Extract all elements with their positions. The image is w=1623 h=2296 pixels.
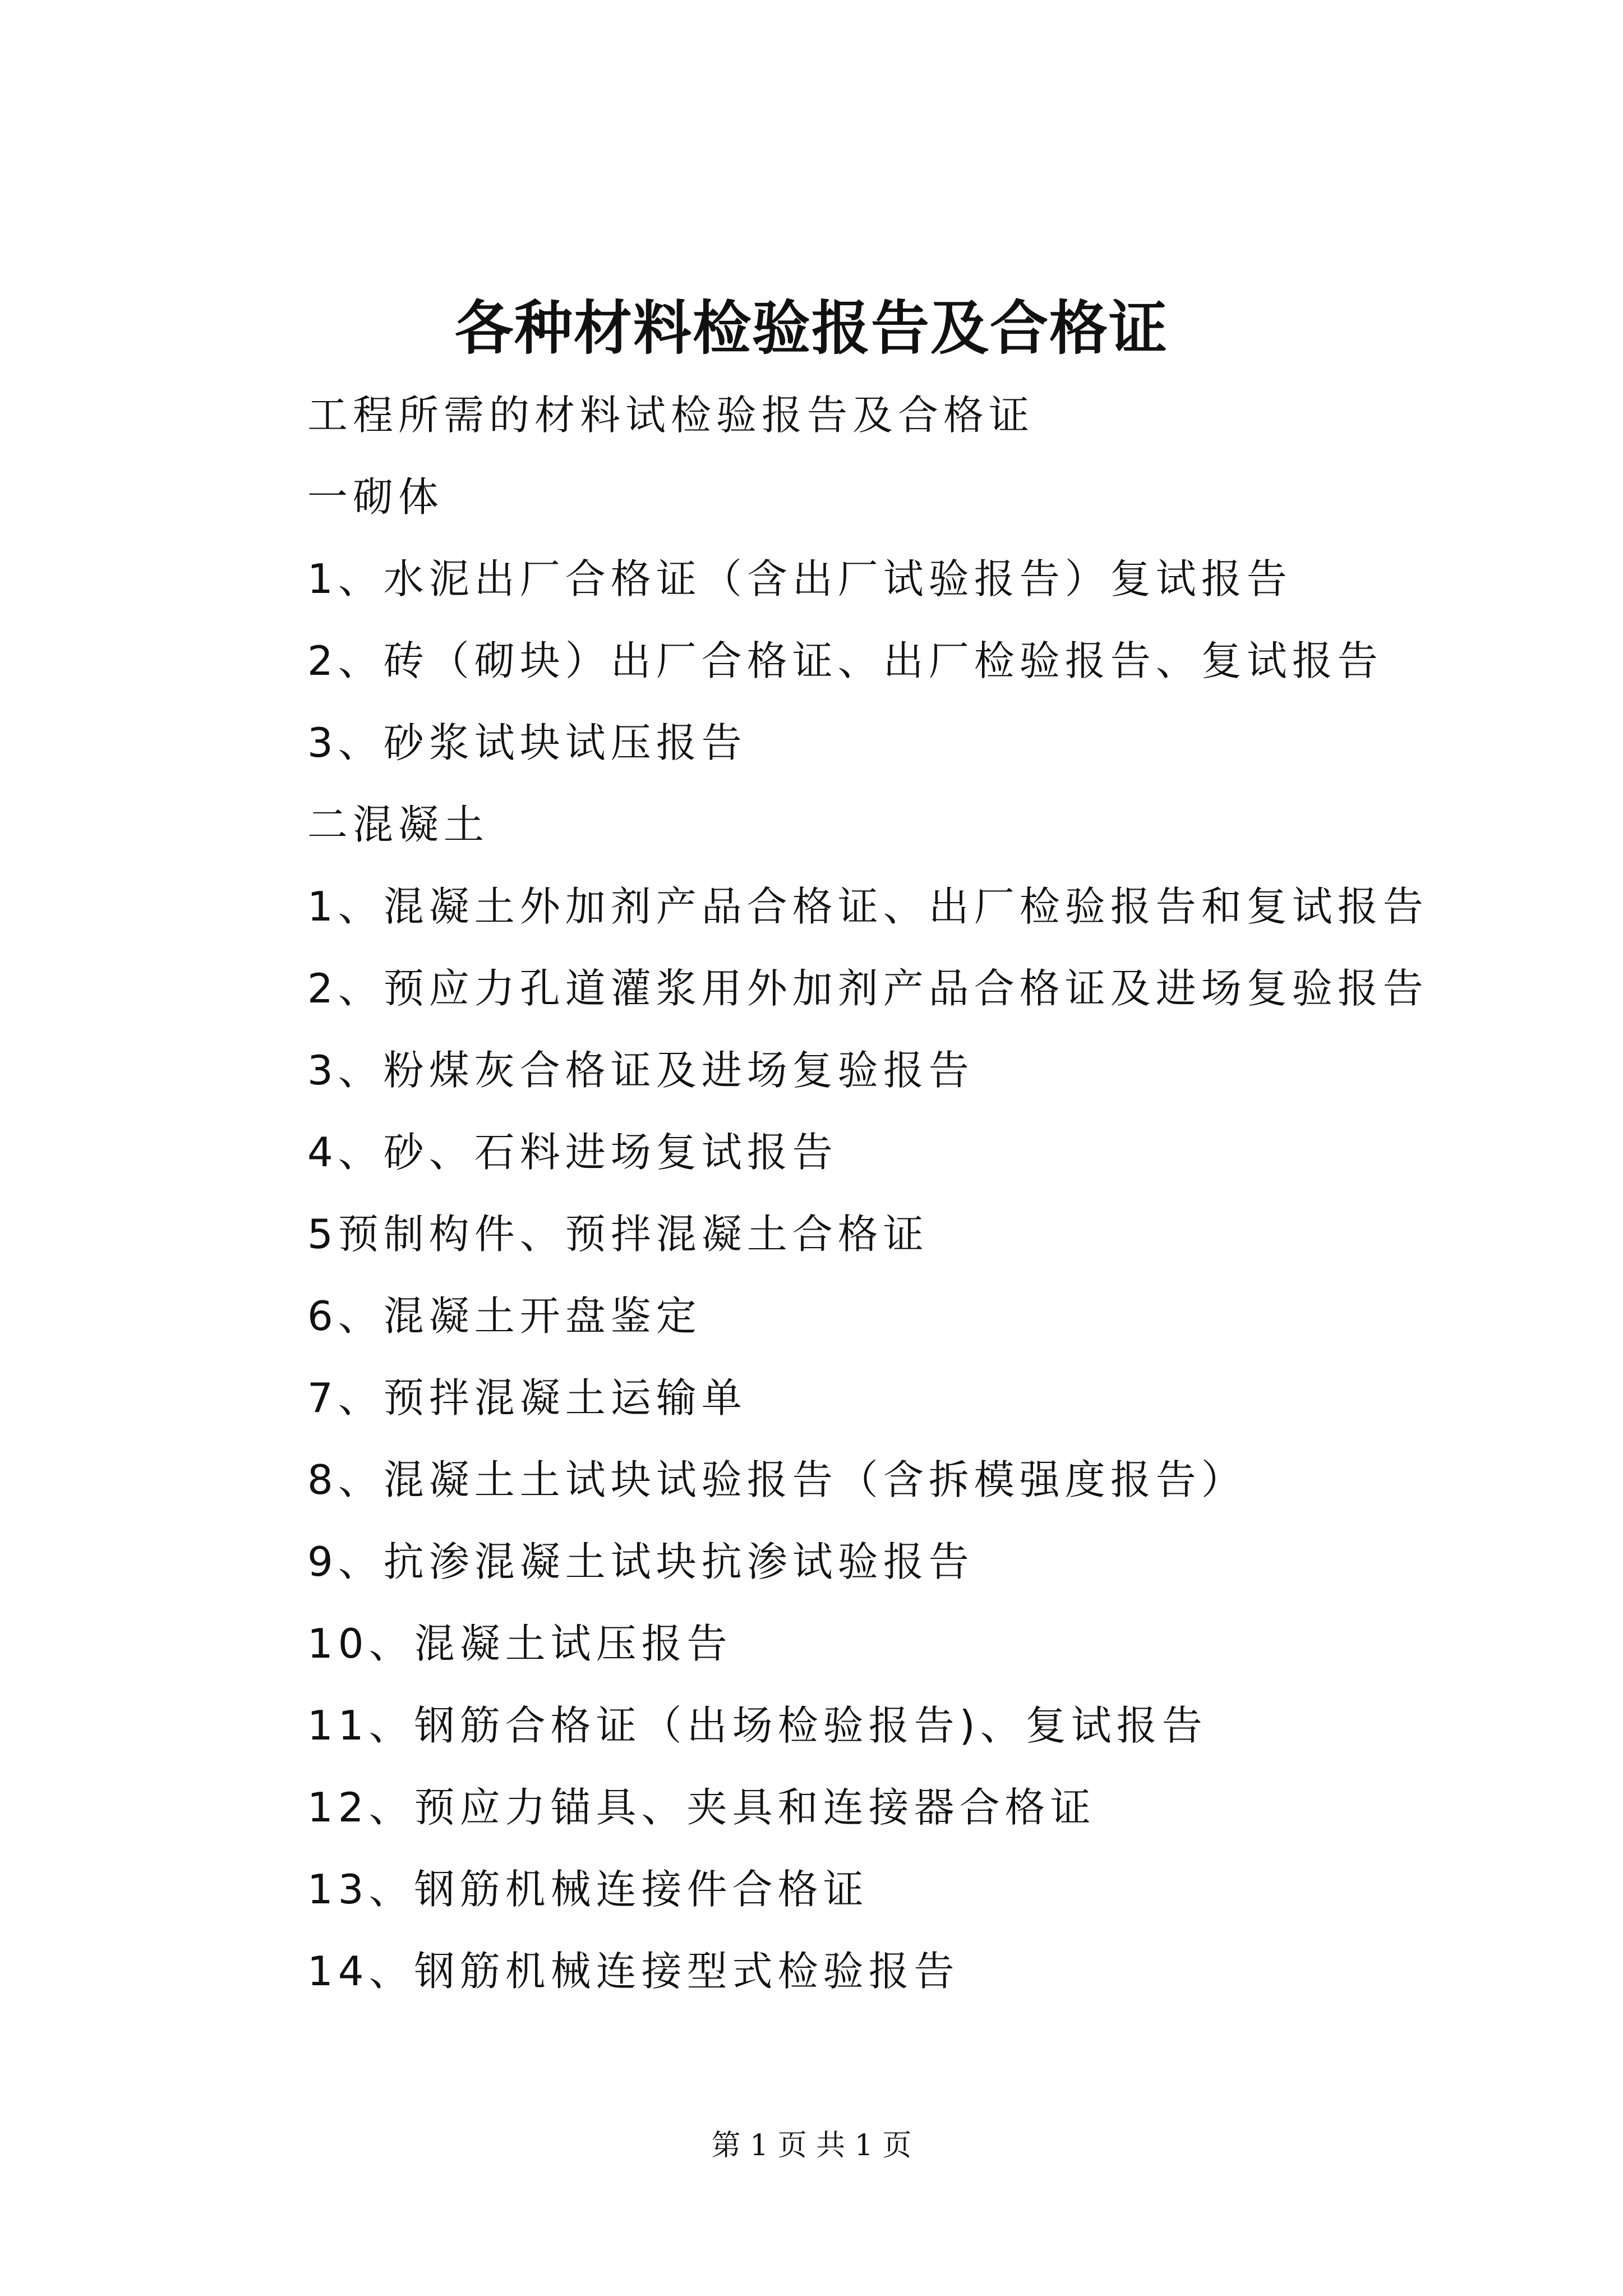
list-item: 2、砖（砌块）出厂合格证、出厂检验报告、复试报告	[307, 637, 1383, 684]
list-item: 10、混凝土试压报告	[307, 1620, 732, 1667]
list-item: 14、钢筋机械连接型式检验报告	[307, 1948, 960, 1995]
list-item: 12、预应力锚具、夹具和连接器合格证	[307, 1784, 1096, 1831]
list-item: 9、抗渗混凝土试块抗渗试验报告	[307, 1538, 974, 1585]
list-item: 4、砂、石料进场复试报告	[307, 1129, 838, 1176]
list-item: 6、混凝土开盘鉴定	[307, 1292, 702, 1340]
section-heading: 一砌体	[307, 473, 444, 521]
list-item: 1、水泥出厂合格证（含出厂试验报告）复试报告	[307, 555, 1292, 602]
list-item: 5预制构件、预拌混凝土合格证	[307, 1211, 929, 1258]
list-item: 8、混凝土土试块试验报告（含拆模强度报告）	[307, 1456, 1247, 1503]
list-item: 2、预应力孔道灌浆用外加剂产品合格证及进场复验报告	[307, 965, 1428, 1012]
list-item: 1、混凝土外加剂产品合格证、出厂检验报告和复试报告	[307, 883, 1428, 930]
intro-line: 工程所需的材料试检验报告及合格证	[307, 392, 1035, 439]
list-item: 7、预拌混凝土运输单	[307, 1374, 747, 1421]
document-title: 各种材料检验报告及合格证	[454, 293, 1168, 362]
list-item: 11、钢筋合格证（出场检验报告)、复试报告	[307, 1702, 1207, 1749]
list-item: 13、钢筋机械连接件合格证	[307, 1866, 869, 1913]
section-heading: 二混凝土	[307, 801, 490, 848]
list-item: 3、粉煤灰合格证及进场复验报告	[307, 1047, 974, 1094]
list-item: 3、砂浆试块试压报告	[307, 719, 747, 766]
page-number-footer: 第 1 页 共 1 页	[711, 2129, 912, 2162]
